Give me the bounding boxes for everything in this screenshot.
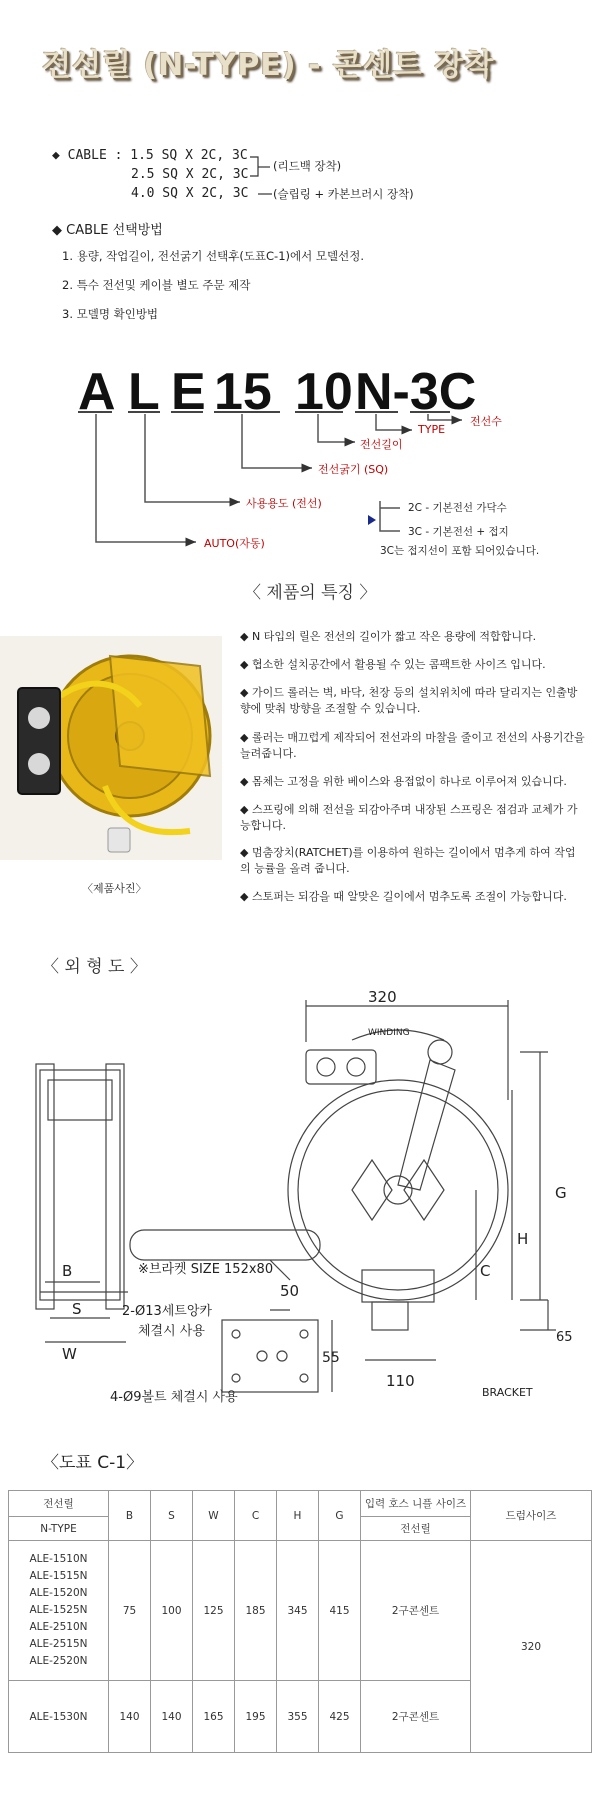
th-hose-sub: 전선릴 [361,1517,471,1541]
wire-note-2c: 2C - 기본전선 가닥수 [408,502,507,514]
feature-item: ◆ N 타입의 릴은 전선의 길이가 짧고 작은 용량에 적합합니다. [240,630,537,643]
table-row [9,1541,592,1681]
cell-c: 195 [235,1681,277,1753]
model-letter-type: N-3C [355,363,477,421]
selection-item-1: 1. 용량, 작업길이, 전선굵기 선택후(도표C-1)에서 모델선정. [62,249,364,263]
wire-note-3c: 3C - 기본전선 + 접지 [408,526,509,538]
cable-spec-1: : 1.5 SQ X 2C, 3C [114,148,248,163]
th-hose: 입력 호스 니플 사이즈 [361,1491,471,1517]
cable-note-2: (슬립링 + 카본브러시 장착) [273,187,414,201]
selection-item-2: 2. 특수 전선및 케이블 별도 주문 제작 [62,278,251,292]
dim-w: W [62,1345,77,1363]
label-wires: 전선수 [470,415,502,428]
winding-label: WINDING [368,1028,410,1038]
outline-drawing [0,980,600,1420]
dim-50: 50 [280,1282,300,1300]
models-cell: ALE-1510N ALE-1515N ALE-1520N ALE-1525N ALE-2510N ALE-2515N ALE-2520N [9,1541,109,1681]
cell-outlet: 2구콘센트 [361,1541,471,1681]
feature-item: ◆ 롤러는 매끄럽게 제작되어 전선과의 마찰을 줄이고 전선의 사용기간을 늘려줍니다. [240,731,585,760]
spec-table [8,1490,592,1753]
cell-b: 75 [109,1541,151,1681]
dim-55: 55 [322,1350,340,1366]
label-length: 전선길이 [360,438,403,451]
feature-item: ◆ 스프링에 의해 전선을 되감아주며 내장된 스프링은 점검과 교체가 가능합니다. [240,803,578,832]
feature-item: ◆ 멈춤장치(RATCHET)를 이용하여 원하는 길이에서 멈추게 하여 작업의 능률을 올려 줍니다. [240,846,576,875]
cable-spec-2: 2.5 SQ X 2C, 3C [131,167,249,182]
feature-item: ◆ 가이드 롤러는 벽, 바닥, 천장 등의 설치위치에 따라 달리지는 인출방향에 맞춰 방향을 조절할 수 있습니다. [240,686,578,715]
th-b: B [109,1491,151,1541]
bullet-icon: ◆ [52,223,62,238]
dim-65: 65 [556,1330,573,1345]
model-letter-l: L [128,363,160,421]
cell-drum: 320 [471,1541,592,1753]
label-auto: AUTO(자동) [204,537,265,550]
model-letter-capacity: 15 [214,363,272,421]
label-use: 사용용도 (전선) [246,497,322,510]
models-cell: ALE-1530N [9,1681,109,1753]
dim-c: C [480,1262,491,1280]
page-title: 전선릴 (N-TYPE) - 콘센트 장착 [42,48,495,83]
outline-heading: 〈 외 형 도 〉 [42,957,147,977]
cell-g: 425 [319,1681,361,1753]
dim-g: G [555,1184,567,1202]
cable-label: CABLE [67,148,107,163]
dim-h: H [517,1230,529,1248]
cable-line-1 [52,148,248,163]
th-h: H [277,1491,319,1541]
note-set-anchor: 2-Ø13세트앙카 [122,1304,212,1319]
table-heading: 〈도표 C-1〉 [42,1453,144,1473]
selection-item-3: 3. 모델명 확인방법 [62,307,159,321]
feature-item: ◆ 몸체는 고정을 위한 베이스와 용접없이 하나로 이루어져 있습니다. [240,775,567,788]
feature-item: ◆ 스토퍼는 되감을 때 알맞은 길이에서 멈추도록 조절이 가능합니다. [240,890,567,903]
note-set-anchor-2: 체결시 사용 [138,1324,205,1339]
bullet-icon: ◆ [52,148,60,163]
th-w: W [193,1491,235,1541]
dim-110: 110 [386,1372,415,1390]
cell-b: 140 [109,1681,151,1753]
cell-g: 415 [319,1541,361,1681]
selection-heading: ◆ CABLE 선택방법 [52,223,163,238]
product-photo [0,636,222,860]
cell-outlet: 2구콘센트 [361,1681,471,1753]
th-reel: 전선릴 [9,1491,109,1517]
th-s: S [151,1491,193,1541]
cell-h: 355 [277,1681,319,1753]
label-type: TYPE [418,423,446,436]
th-ntype: N-TYPE [9,1517,109,1541]
th-g: G [319,1491,361,1541]
bracket-label: BRACKET [482,1386,533,1399]
model-letter-a: A [78,363,116,421]
feature-item: ◆ 협소한 설치공간에서 활용될 수 있는 콤팩트한 사이즈 입니다. [240,658,546,671]
wire-note-ground: 3C는 접지선이 포함 되어있습니다. [380,545,540,557]
cell-c: 185 [235,1541,277,1681]
dim-s: S [72,1300,82,1318]
dim-320: 320 [368,988,397,1006]
dim-b: B [62,1262,73,1280]
features-heading: 〈 제품의 특징 〉 [244,583,377,603]
bracket-size-note: ※브라켓 SIZE 152x80 [138,1262,274,1277]
cell-h: 345 [277,1541,319,1681]
cell-w: 165 [193,1681,235,1753]
label-gauge: 전선굵기 (SQ) [318,463,389,476]
cell-s: 140 [151,1681,193,1753]
cell-s: 100 [151,1541,193,1681]
note-bolt: 4-Ø9볼트 체결시 사용 [110,1390,238,1405]
cable-spec-3: 4.0 SQ X 2C, 3C [131,186,249,201]
cable-note-1: (리드백 장착) [273,159,342,173]
th-c: C [235,1491,277,1541]
model-letter-length: 10 [295,363,353,421]
photo-caption: 〈제품사진〉 [82,882,147,895]
th-drum: 드럼사이즈 [471,1491,592,1541]
cell-w: 125 [193,1541,235,1681]
model-letter-e: E [171,363,206,421]
